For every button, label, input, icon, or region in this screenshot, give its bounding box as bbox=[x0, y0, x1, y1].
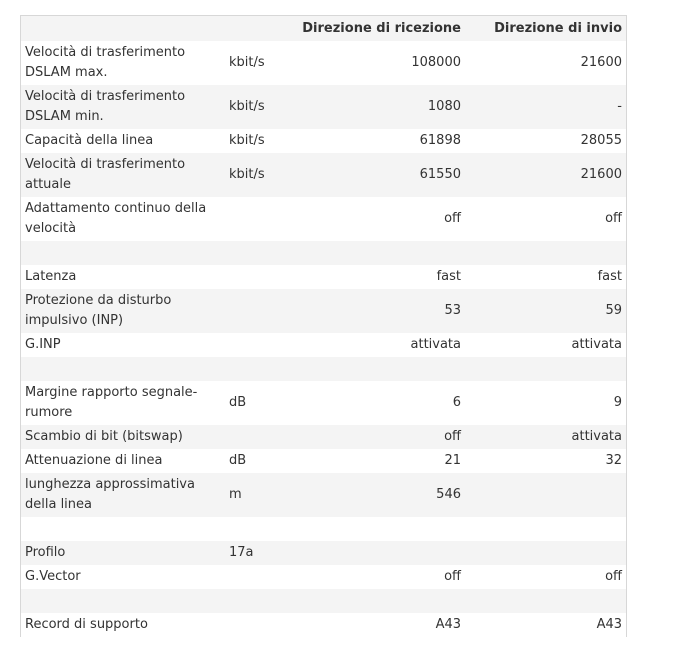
row-unit bbox=[225, 517, 289, 541]
row-tx bbox=[465, 473, 626, 517]
row-tx: 21600 bbox=[465, 153, 626, 197]
row-label: lunghezza approssimativa della linea bbox=[21, 473, 225, 517]
row-label: Scambio di bit (bitswap) bbox=[21, 425, 225, 449]
row-label: Capacità della linea bbox=[21, 129, 225, 153]
row-unit bbox=[225, 333, 289, 357]
row-unit: kbit/s bbox=[225, 41, 289, 85]
row-tx: A43 bbox=[465, 613, 626, 637]
row-tx bbox=[465, 241, 626, 265]
row-unit bbox=[225, 613, 289, 637]
table-row bbox=[21, 85, 626, 129]
row-unit bbox=[225, 357, 289, 381]
row-rx: 21 bbox=[289, 449, 465, 473]
row-label: Latenza bbox=[21, 265, 225, 289]
row-unit: kbit/s bbox=[225, 129, 289, 153]
row-tx: attivata bbox=[465, 333, 626, 357]
row-tx: attivata bbox=[465, 425, 626, 449]
table-row bbox=[21, 197, 626, 241]
row-rx: 1080 bbox=[289, 85, 465, 129]
row-unit: kbit/s bbox=[225, 153, 289, 197]
row-unit: dB bbox=[225, 449, 289, 473]
row-unit: m bbox=[225, 473, 289, 517]
row-rx: 546 bbox=[289, 473, 465, 517]
row-unit bbox=[225, 265, 289, 289]
header-unit-cell bbox=[225, 16, 289, 41]
table-row bbox=[21, 425, 626, 449]
row-tx: off bbox=[465, 565, 626, 589]
table-row bbox=[21, 41, 626, 85]
row-rx: fast bbox=[289, 265, 465, 289]
row-label: Record di supporto bbox=[21, 613, 225, 637]
row-label: Protezione da disturbo impulsivo (INP) bbox=[21, 289, 225, 333]
table-row bbox=[21, 541, 626, 565]
row-unit bbox=[225, 289, 289, 333]
row-unit bbox=[225, 197, 289, 241]
row-rx bbox=[289, 541, 465, 565]
row-tx bbox=[465, 589, 626, 613]
row-tx: 59 bbox=[465, 289, 626, 333]
row-tx: - bbox=[465, 85, 626, 129]
row-label bbox=[21, 357, 225, 381]
row-rx: A43 bbox=[289, 613, 465, 637]
row-label: G.Vector bbox=[21, 565, 225, 589]
row-label: Margine rapporto segnale-rumore bbox=[21, 381, 225, 425]
table-row bbox=[21, 473, 626, 517]
row-label: G.INP bbox=[21, 333, 225, 357]
table-row bbox=[21, 613, 626, 637]
table-row bbox=[21, 153, 626, 197]
table-row bbox=[21, 333, 626, 357]
row-label: Attenuazione di linea bbox=[21, 449, 225, 473]
row-rx bbox=[289, 589, 465, 613]
table-row bbox=[21, 381, 626, 425]
row-label: Profilo bbox=[21, 541, 225, 565]
row-rx: 108000 bbox=[289, 41, 465, 85]
spacer-row bbox=[21, 357, 626, 381]
row-rx: 61550 bbox=[289, 153, 465, 197]
row-label bbox=[21, 589, 225, 613]
row-label: Velocità di trasferimento attuale bbox=[21, 153, 225, 197]
row-rx bbox=[289, 517, 465, 541]
row-unit bbox=[225, 565, 289, 589]
row-tx bbox=[465, 517, 626, 541]
table-row bbox=[21, 129, 626, 153]
table-row bbox=[21, 289, 626, 333]
header-rx: Direzione di ricezione bbox=[289, 16, 465, 41]
row-rx: 53 bbox=[289, 289, 465, 333]
row-tx bbox=[465, 357, 626, 381]
row-rx: 6 bbox=[289, 381, 465, 425]
table-row bbox=[21, 565, 626, 589]
header-tx: Direzione di invio bbox=[465, 16, 626, 41]
row-unit: 17a bbox=[225, 541, 289, 565]
row-rx: off bbox=[289, 565, 465, 589]
spacer-row bbox=[21, 589, 626, 613]
spacer-row bbox=[21, 517, 626, 541]
row-rx: off bbox=[289, 425, 465, 449]
row-tx bbox=[465, 541, 626, 565]
row-label bbox=[21, 241, 225, 265]
row-label bbox=[21, 517, 225, 541]
table-header-row bbox=[21, 16, 626, 41]
row-rx: attivata bbox=[289, 333, 465, 357]
row-tx: 21600 bbox=[465, 41, 626, 85]
row-tx: 32 bbox=[465, 449, 626, 473]
spacer-row bbox=[21, 241, 626, 265]
row-unit bbox=[225, 589, 289, 613]
row-tx: off bbox=[465, 197, 626, 241]
header-label-cell bbox=[21, 16, 225, 41]
dsl-info-panel bbox=[20, 15, 627, 637]
row-rx: 61898 bbox=[289, 129, 465, 153]
row-label: Velocità di trasferimento DSLAM min. bbox=[21, 85, 225, 129]
row-rx: off bbox=[289, 197, 465, 241]
dsl-info-table bbox=[21, 16, 626, 637]
row-tx: 28055 bbox=[465, 129, 626, 153]
row-unit bbox=[225, 241, 289, 265]
row-label: Adattamento continuo della velocità bbox=[21, 197, 225, 241]
row-unit: kbit/s bbox=[225, 85, 289, 129]
row-rx bbox=[289, 357, 465, 381]
table-row bbox=[21, 265, 626, 289]
row-unit bbox=[225, 425, 289, 449]
table-row bbox=[21, 449, 626, 473]
row-tx: fast bbox=[465, 265, 626, 289]
row-rx bbox=[289, 241, 465, 265]
row-tx: 9 bbox=[465, 381, 626, 425]
row-label: Velocità di trasferimento DSLAM max. bbox=[21, 41, 225, 85]
row-unit: dB bbox=[225, 381, 289, 425]
